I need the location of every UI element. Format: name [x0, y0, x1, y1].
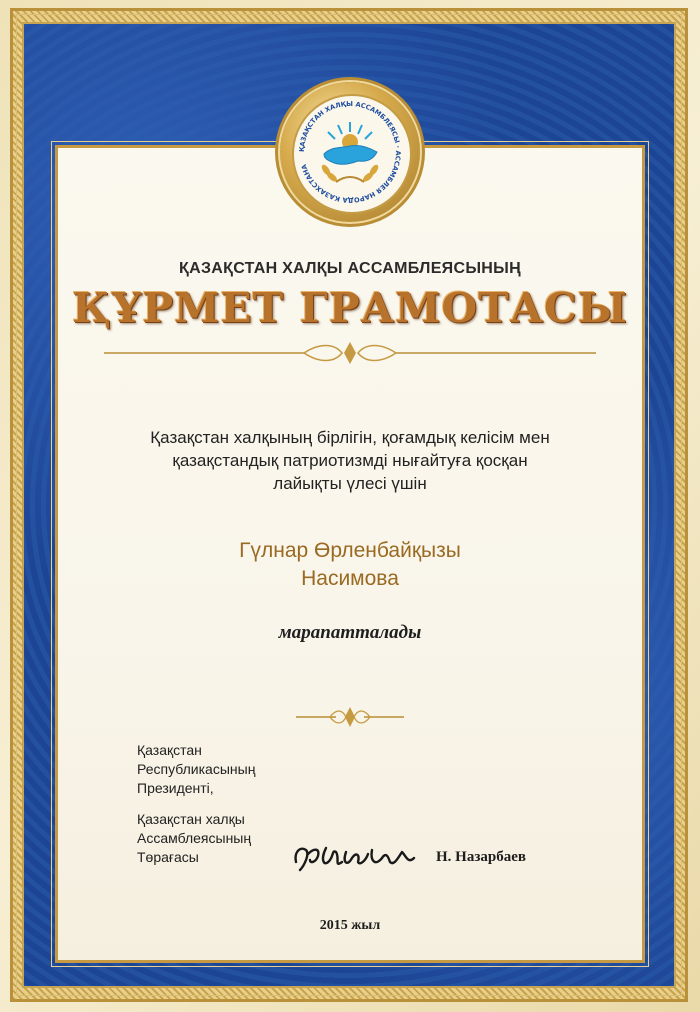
- citation-line: Қазақстан халқының бірлігін, қоғамдық келісім мен: [150, 428, 550, 447]
- certificate-heading: ҚАЗАҚСТАН ХАЛҚЫ АССАМБЛЕЯСЫНЫҢ: [179, 260, 521, 277]
- lower-ornament-divider: [296, 705, 404, 729]
- assembly-emblem: [280, 82, 420, 222]
- award-year: 2015 жыл: [319, 918, 381, 933]
- handwritten-signature: [290, 838, 420, 878]
- signatory-title-line: Ассамблеясының: [137, 830, 252, 846]
- emblem-graphic: [280, 82, 420, 222]
- recipient-name-line: Гүлнар Өрленбайқызы: [239, 539, 461, 562]
- certificate-title: ҚҰРМЕТ ГРАМОТАСЫ: [72, 284, 628, 332]
- recipient-surname-line: Насимова: [301, 567, 399, 590]
- emblem-ring-text: ҚАЗАҚСТАН ХАЛҚЫ АССАМБЛЕЯСЫ · АССАМБЛЕЯ НАРОДА КАЗАХСТАНА: [297, 99, 403, 205]
- wheat-wreath-icon: [320, 163, 380, 183]
- signatory-title-line: Қазақстан халқы: [137, 811, 245, 827]
- signatory-title: [137, 741, 255, 867]
- title-ornament-divider: [104, 340, 596, 366]
- eagle-wings-icon: [336, 177, 364, 182]
- signatory-name: Н. Назарбаев: [436, 849, 526, 865]
- awarded-text: марапатталады: [278, 622, 422, 643]
- kazakhstan-map-icon: [324, 145, 377, 164]
- citation-line: лайықты үлесі үшін: [273, 474, 427, 493]
- signatory-title-line: Қазақстан: [137, 742, 202, 758]
- signatory-title-line: Төрағасы: [137, 849, 199, 865]
- signatory-title-line: Республикасының: [137, 761, 256, 777]
- citation-line: қазақстандық патриотизмді нығайтуға қосқан: [172, 451, 528, 470]
- signatory-title-line: Президенті,: [137, 780, 214, 796]
- award-citation: [55, 426, 645, 495]
- recipient-name: [55, 537, 645, 593]
